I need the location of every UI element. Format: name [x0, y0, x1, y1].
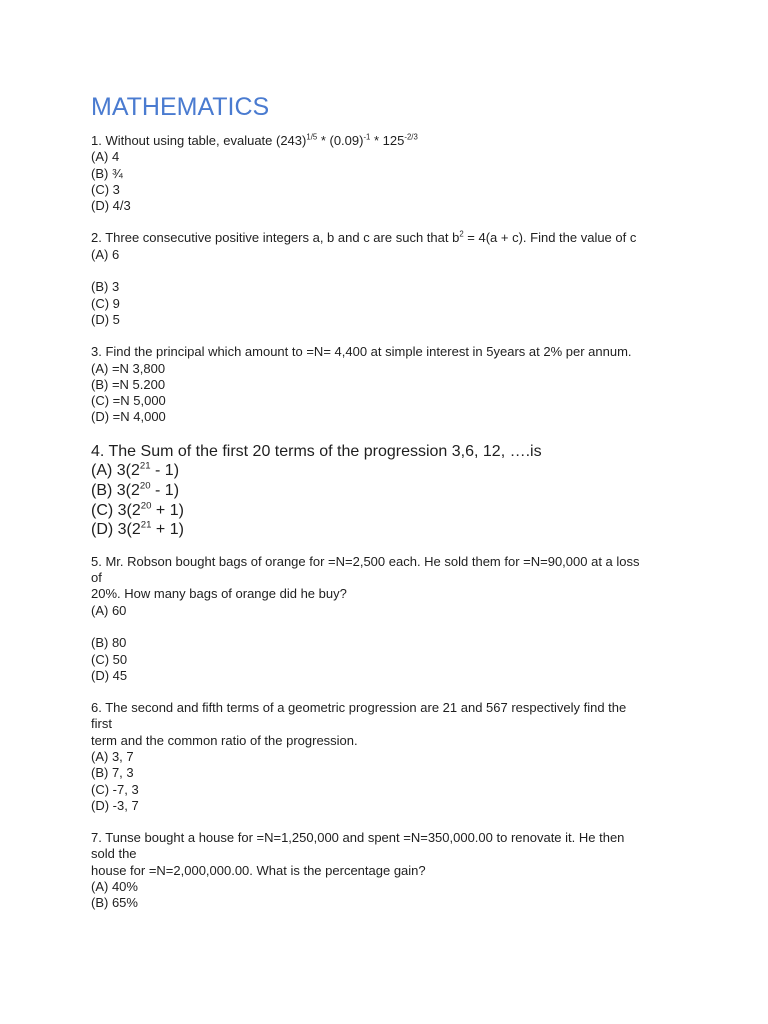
question-1	[91, 133, 691, 214]
question-6-option-c: (C) -7, 3	[91, 781, 139, 797]
question-4-option-d: (D) $3(2^{21} + 1)$	[91, 519, 184, 539]
question-7-text-line: house for =N=2,000,000.00. What is the percentage gain?	[91, 862, 426, 878]
question-1-option-a: (A) 4	[91, 149, 120, 165]
question-6-option-b: (B) 7, 3	[91, 765, 134, 781]
question-7-text-line: 7. Tunse bought a house for =N=1,250,000 and spent =N=350,000.00 to renovate it. He then	[91, 830, 625, 846]
question-6-text-line: 6. The second and fifth terms of a geometric progression are 21 and 567 respectively find the	[91, 700, 627, 716]
question-3-text: 3. Find the principal which amount to =N= 4,400 at simple interest in 5years at 2% per annum.	[91, 344, 632, 360]
page-title: MATHEMATICS	[91, 93, 270, 121]
question-4	[91, 442, 691, 540]
question-6-option-d: (D) -3, 7	[91, 797, 139, 813]
question-2	[91, 230, 691, 328]
question-2-option-d: (D) 5	[91, 311, 120, 327]
question-2-option-a: (A) 6	[91, 246, 120, 262]
question-2-text: 2. Three consecutive positive integers a, b and c are such that $b^2 = 4(a + c)$. Find the value of c	[91, 230, 637, 246]
question-7-option-a: (A) 40%	[91, 879, 138, 895]
question-3-option-b: (B) =N 5.200	[91, 376, 166, 392]
question-5-text-line: 20%. How many bags of orange did he buy?	[91, 586, 347, 602]
question-7-option-b: (B) 65%	[91, 895, 138, 911]
question-6-text-line: first	[91, 716, 112, 732]
question-3	[91, 344, 691, 425]
question-2-option-b: (B) 3	[91, 279, 120, 295]
question-5-text-line: of	[91, 570, 102, 586]
question-3-option-d: (D) =N 4,000	[91, 409, 166, 425]
question-3-option-a: (A) =N 3,800	[91, 360, 166, 376]
question-5	[91, 554, 691, 684]
document-page	[91, 90, 691, 928]
question-5-option-a: (A) 60	[91, 602, 127, 618]
question-1-option-b: (B) ¾	[91, 165, 123, 181]
question-3-option-c: (C) =N 5,000	[91, 393, 166, 409]
question-4-option-c: (C) $3(2^{20} + 1)$	[91, 500, 184, 519]
question-7-text-line: sold the	[91, 846, 137, 862]
question-2-option-c: (C) 9	[91, 295, 120, 311]
question-1-option-d: (D) 4/3	[91, 198, 131, 214]
question-6-option-a: (A) 3, 7	[91, 748, 134, 764]
question-4-option-b: (B) $3(2^{20} - 1)$	[91, 480, 180, 499]
question-4-option-a: (A) $3(2^{21} - 1)$	[91, 461, 180, 480]
question-5-option-b: (B) 80	[91, 635, 127, 651]
question-4-text: 4. The Sum of the first 20 terms of the progression 3,6, 12, ….is	[91, 442, 542, 460]
question-5-option-c: (C) 50	[91, 651, 128, 667]
question-6-text-line: term and the common ratio of the progression.	[91, 732, 358, 748]
question-5-option-d: (D) 45	[91, 667, 128, 683]
question-7	[91, 830, 691, 911]
question-6	[91, 700, 691, 814]
question-1-option-c: (C) 3	[91, 181, 120, 197]
question-1-text: 1. Without using table, evaluate $(243)^{1/5} * (0.09)^{-1} * 125^{-2/3}$	[91, 132, 418, 148]
question-5-text-line: 5. Mr. Robson bought bags of orange for =N=2,500 each. He sold them for =N=90,000 at a loss	[91, 553, 640, 569]
